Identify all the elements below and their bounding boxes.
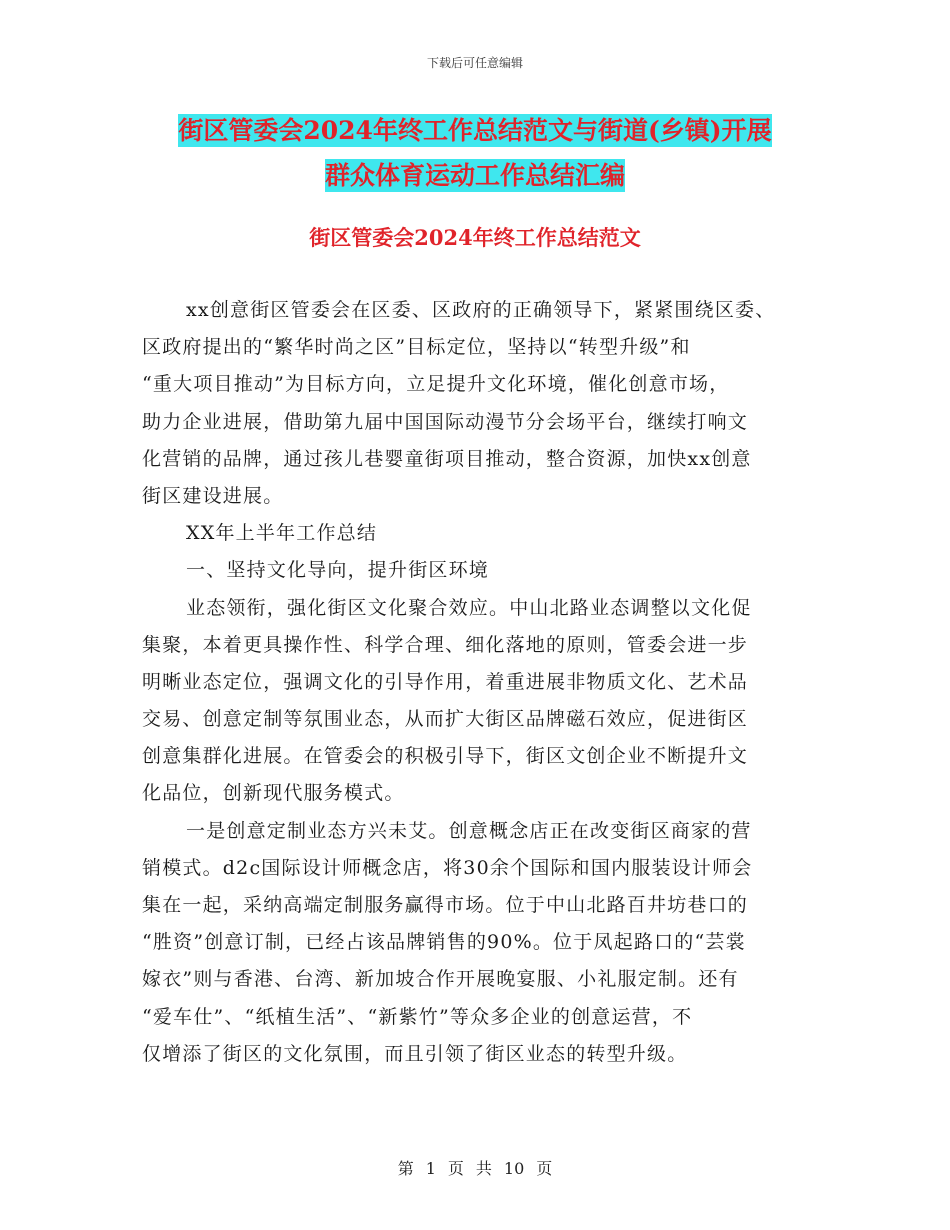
- title-line-1: 街区管委会2024年终工作总结范文与街道(乡镇)开展: [178, 116, 772, 145]
- paragraph: [142, 552, 820, 589]
- text-line: xx创意街区管委会在区委、区政府的正确领导下，紧紧围绕区委、: [186, 299, 776, 321]
- text-line: 化品位，创新现代服务模式。: [142, 782, 405, 805]
- body-text: [142, 292, 820, 1073]
- text-line: 交易、创意定制等氛围业态，从而扩大街区品牌磁石效应，促进街区: [142, 708, 749, 731]
- paragraph: [142, 515, 820, 552]
- page-number: 1: [425, 1159, 436, 1178]
- paragraph: [142, 292, 820, 515]
- section-title: 街区管委会2024年终工作总结范文: [309, 225, 641, 250]
- text-line: 业态领衔，强化街区文化聚合效应。中山北路业态调整以文化促: [186, 596, 752, 619]
- page-footer: [0, 1156, 950, 1179]
- text-line: 区政府提出的“繁华时尚之区”目标定位，坚持以“转型升级”和: [142, 336, 691, 359]
- text-line: 仅增添了街区的文化氛围，而且引领了街区业态的转型升级。: [142, 1042, 688, 1065]
- document-title: [0, 108, 950, 198]
- text-line: 明晰业态定位，强调文化的引导作用，着重进展非物质文化、艺术品: [142, 670, 749, 693]
- text-line: 街区建设进展。: [142, 484, 284, 507]
- text-line: XX年上半年工作总结: [186, 522, 378, 545]
- text-line: 助力企业进展，借助第九届中国国际动漫节分会场平台，继续打响文: [142, 410, 749, 433]
- text-line: “爱车仕”、“纸植生活”、“新紫竹”等众多企业的创意运营，不: [142, 1005, 693, 1028]
- footer-suffix: 页: [536, 1159, 553, 1178]
- footer-prefix: 第: [397, 1159, 414, 1178]
- paragraph: [142, 590, 820, 813]
- text-line: 嫁衣”则与香港、台湾、新加坡合作开展晚宴服、小礼服定制。还有: [142, 968, 739, 991]
- footer-total-prefix: 共: [475, 1159, 492, 1178]
- text-line: 销模式。d2c国际设计师概念店，将30余个国际和国内服装设计师会: [142, 856, 753, 879]
- text-line: 一、坚持文化导向，提升街区环境: [186, 559, 490, 582]
- header-note: 下载后可任意编辑: [426, 56, 523, 70]
- text-line: “重大项目推动”为目标方向，立足提升文化环境，催化创意市场，: [142, 373, 730, 396]
- paragraph: [142, 813, 820, 1073]
- title-line-2: 群众体育运动工作总结汇编: [324, 161, 625, 190]
- text-line: 一是创意定制业态方兴未艾。创意概念店正在改变街区商家的营: [186, 819, 752, 842]
- footer-page-word: 页: [447, 1159, 464, 1178]
- text-line: 集在一起，采纳高端定制服务赢得市场。位于中山北路百井坊巷口的: [142, 894, 749, 916]
- text-line: “胜资”创意订制，已经占该品牌销售的90%。位于凤起路口的“芸裳: [142, 931, 746, 954]
- text-line: 创意集群化进展。在管委会的积极引导下，街区文创企业不断提升文: [142, 745, 749, 768]
- text-line: 集聚，本着更具操作性、科学合理、细化落地的原则，管委会进一步: [142, 633, 749, 656]
- total-pages: 10: [503, 1159, 525, 1178]
- text-line: 化营销的品牌，通过孩儿巷婴童街项目推动，整合资源，加快xx创意: [142, 447, 752, 470]
